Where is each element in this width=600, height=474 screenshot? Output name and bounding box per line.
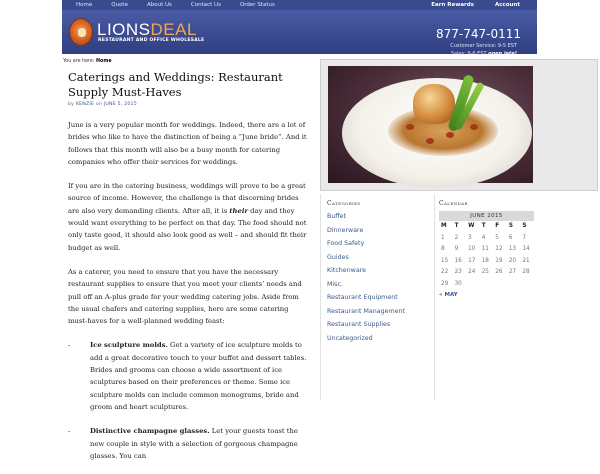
calendar-weekday: W bbox=[468, 223, 475, 229]
sales-hours-text: Sales: 9-6 EST bbox=[450, 51, 487, 57]
calendar-day bbox=[466, 279, 480, 291]
post-body bbox=[68, 119, 308, 462]
breadcrumb-prefix: You are here: bbox=[63, 59, 95, 64]
post-paragraph: June is a very popular month for weddings. Indeed, there are a lot of brides who like to have the distinction of being a “June bride”. And it follows that this month will also be a busy month for catering companies who offer their services for weddings. bbox=[68, 121, 307, 166]
calendar-day bbox=[507, 279, 521, 291]
category-link[interactable]: Kitchenware bbox=[327, 267, 366, 274]
post-paragraph: As a caterer, you need to ensure that you have the necessary restaurant supplies to ensure that you meet your clients’ needs and pull off an A-plus grade for your wedding catering jobs. Aside from the usual chafers and catering supplies, here are some catering must-haves for a well-planned wedding feast: bbox=[68, 267, 302, 326]
list-item bbox=[68, 339, 308, 413]
nav-about-link[interactable]: About Us bbox=[146, 2, 172, 8]
open-late-text: open late! bbox=[488, 51, 517, 57]
calendar-weekday: F bbox=[495, 223, 500, 229]
calendar bbox=[439, 211, 534, 298]
calendar-day: 8 bbox=[441, 246, 445, 252]
calendar-widget bbox=[434, 194, 598, 400]
page bbox=[62, 0, 537, 460]
post-paragraph bbox=[68, 180, 308, 254]
category-link[interactable]: Guides bbox=[327, 253, 349, 261]
calendar-day: 10 bbox=[468, 246, 476, 252]
garnish-shape bbox=[426, 138, 434, 144]
calendar-day: 1 bbox=[441, 234, 445, 241]
nav-account-link[interactable]: Account bbox=[494, 2, 520, 8]
calendar-day: 5 bbox=[495, 234, 499, 241]
calendar-weekday: T bbox=[481, 223, 486, 229]
nav-contact-link[interactable]: Contact Us bbox=[190, 2, 221, 8]
calendar-grid bbox=[439, 221, 534, 290]
calendar-day: 21 bbox=[522, 257, 530, 264]
calendar-day: 15 bbox=[441, 257, 449, 264]
categories-widget bbox=[320, 194, 430, 400]
category-link[interactable]: Misc. bbox=[327, 280, 343, 288]
calendar-day: 16 bbox=[454, 257, 462, 264]
list-item-text: Let your guests toast the new couple in style with a selection of gorgeous champagne glasses. You can bbox=[90, 427, 298, 460]
logo-text-deal: DEAL bbox=[150, 20, 197, 39]
calendar-day: 2 bbox=[454, 234, 459, 241]
nav-quote-link[interactable]: Quote bbox=[111, 2, 128, 8]
calendar-day: 4 bbox=[481, 234, 486, 241]
category-link[interactable]: Buffet bbox=[327, 213, 346, 220]
list-item-text: Get a variety of ice sculpture molds to add a great decorative touch to your buffet and dessert tables. Brides and grooms can choose a wide assortment of ice sculptures based on their preferences or theme. Some ice sculpture molds can include common monograms, bride and groom and heart sculptures. bbox=[90, 341, 307, 411]
category-link[interactable]: Food Safety bbox=[327, 240, 365, 247]
post-byline bbox=[68, 102, 308, 107]
calendar-day: 19 bbox=[495, 257, 503, 264]
calendar-day: 25 bbox=[481, 269, 489, 275]
post-author-link[interactable]: KENZIE bbox=[75, 102, 95, 107]
category-link[interactable]: Restaurant Supplies bbox=[327, 321, 391, 328]
logo-text-lions: LIONS bbox=[97, 20, 151, 39]
calendar-day: 20 bbox=[508, 257, 517, 264]
calendar-day: 29 bbox=[441, 280, 449, 287]
calendar-day: 22 bbox=[441, 269, 449, 275]
calendar-day: 13 bbox=[508, 246, 517, 252]
calendar-day: 12 bbox=[495, 246, 503, 252]
calendar-day: 30 bbox=[454, 280, 462, 287]
category-link[interactable]: Restaurant Management bbox=[327, 307, 405, 315]
post-article bbox=[68, 70, 308, 474]
calendar-day: 28 bbox=[522, 269, 530, 275]
site-tagline: RESTAURANT AND OFFICE WHOLESALE bbox=[98, 38, 205, 43]
top-nav-left bbox=[76, 2, 275, 8]
categories-title: Categories bbox=[327, 200, 361, 207]
nav-earn-rewards-link[interactable]: Earn Rewards bbox=[431, 2, 474, 8]
site-logo[interactable] bbox=[97, 20, 197, 40]
list-item bbox=[68, 425, 308, 462]
garnish-shape bbox=[470, 124, 478, 130]
site-header bbox=[62, 10, 537, 57]
calendar-day: 26 bbox=[495, 269, 503, 275]
calendar-weekday: S bbox=[508, 223, 513, 229]
category-link[interactable]: Uncategorized bbox=[327, 334, 373, 342]
calendar-day: 24 bbox=[468, 269, 476, 275]
featured-photo-frame bbox=[320, 59, 598, 191]
list-dash: - bbox=[68, 341, 71, 350]
scallop-shape bbox=[413, 84, 455, 124]
nav-home-link[interactable]: Home bbox=[76, 2, 93, 8]
calendar-day: 23 bbox=[454, 269, 462, 275]
byline-by: by bbox=[68, 102, 75, 107]
calendar-month: JUNE 2015 bbox=[439, 211, 534, 221]
nav-order-status-link[interactable]: Order Status bbox=[239, 2, 275, 8]
featured-food-image[interactable] bbox=[328, 66, 533, 183]
calendar-day: 27 bbox=[508, 269, 517, 275]
byline-on: on bbox=[95, 102, 103, 107]
post-title[interactable]: Caterings and Weddings: Restaurant Supply Must-Haves bbox=[68, 70, 283, 99]
sales-hours bbox=[451, 51, 517, 57]
calendar-weekday: M bbox=[441, 223, 447, 229]
categories-list bbox=[327, 210, 430, 345]
calendar-day: 11 bbox=[481, 246, 489, 252]
lion-logo-icon[interactable] bbox=[69, 18, 93, 46]
paragraph-text: day and they would want everything to be perfect on that day. The food should not only taste good, it should also look good as well – and should fit their budget as well. bbox=[68, 206, 307, 252]
list-dash: - bbox=[68, 427, 71, 436]
paragraph-text: If you are in the catering business, weddings will prove to be a great source of income. However, the challenge is that discerning brides are also very demanding clients. After all, it is bbox=[68, 182, 306, 215]
calendar-day: 14 bbox=[522, 246, 530, 252]
calendar-day bbox=[480, 279, 494, 291]
category-link[interactable]: Restaurant Equipment bbox=[327, 294, 398, 301]
calendar-title: Calendar bbox=[439, 200, 468, 207]
calendar-weekday: S bbox=[522, 223, 527, 229]
garnish-shape bbox=[446, 132, 454, 138]
list-item-title: Distinctive champagne glasses. bbox=[90, 427, 210, 436]
list-item-title: Ice sculpture molds. bbox=[90, 341, 168, 350]
calendar-prev-month-link[interactable]: « MAY bbox=[439, 292, 458, 298]
calendar-day: 7 bbox=[522, 234, 526, 241]
top-nav bbox=[62, 0, 537, 10]
customer-service-hours: Customer Service: 9-5 EST bbox=[450, 43, 517, 49]
phone-number: 877-747-0111 bbox=[435, 27, 521, 41]
calendar-day bbox=[520, 279, 534, 291]
breadcrumb bbox=[63, 59, 112, 64]
calendar-day: 18 bbox=[481, 257, 489, 264]
garnish-shape bbox=[406, 124, 414, 130]
calendar-day: 6 bbox=[508, 234, 513, 241]
breadcrumb-home-link[interactable]: Home bbox=[96, 59, 112, 64]
emphasis-their: their bbox=[229, 206, 248, 215]
post-date: JUNE 5, 2015 bbox=[103, 102, 137, 107]
top-nav-right bbox=[431, 2, 520, 8]
calendar-day: 3 bbox=[468, 234, 472, 241]
calendar-day: 9 bbox=[454, 246, 459, 252]
calendar-day bbox=[493, 279, 507, 291]
calendar-day: 17 bbox=[468, 257, 476, 264]
calendar-weekday: T bbox=[454, 223, 459, 229]
category-link[interactable]: Dinnerware bbox=[327, 226, 364, 234]
